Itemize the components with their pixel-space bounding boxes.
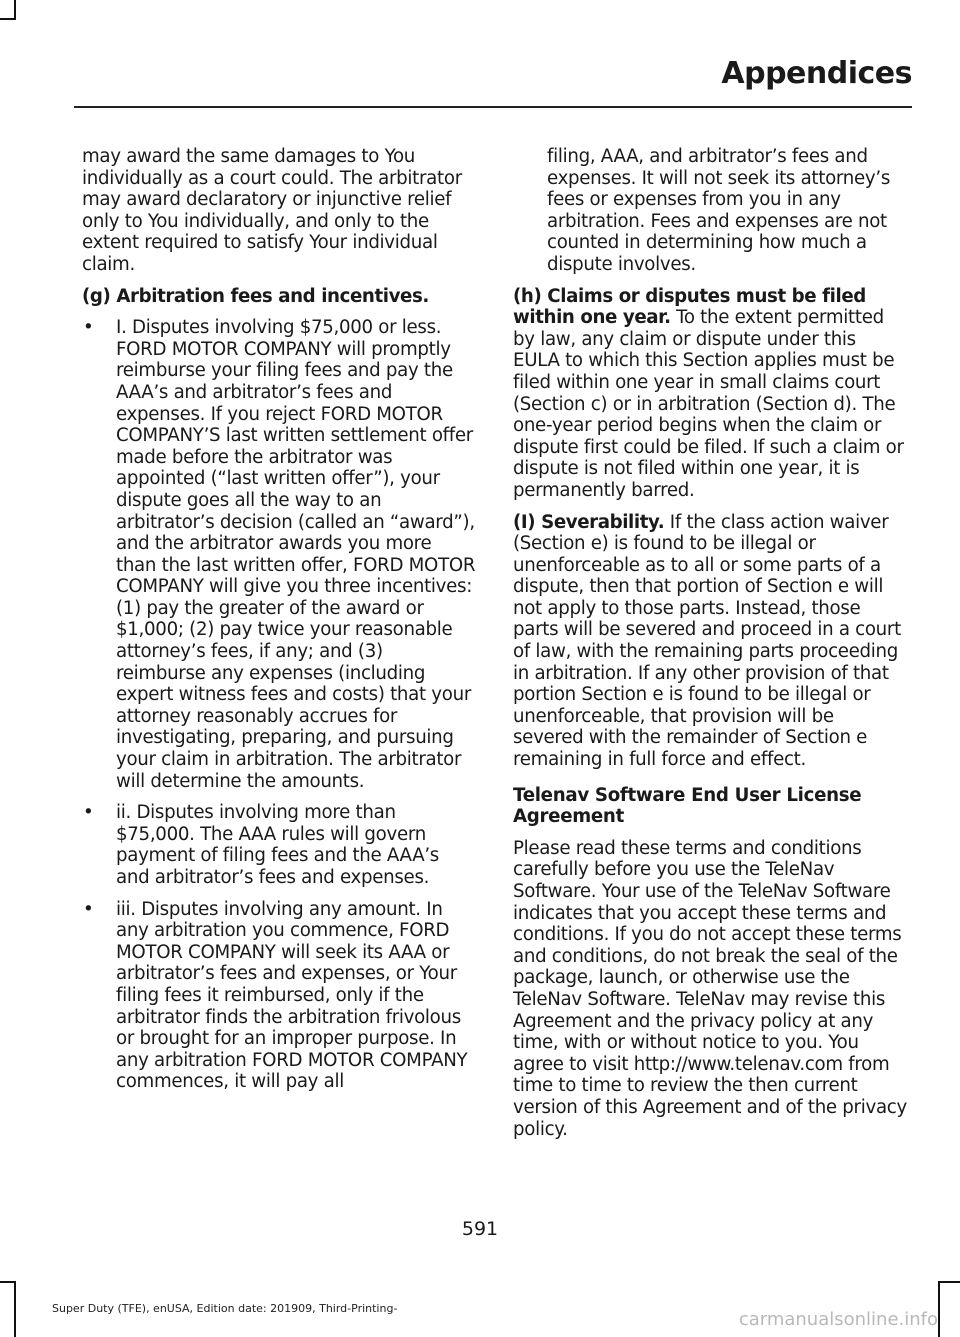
- section-h-heading: (h) Claims or disputes must be filed within one year.: [513, 285, 866, 329]
- section-h-paragraph: [513, 286, 907, 502]
- section-i-text: If the class action waiver (Section e) is found to be illegal or unenforceable as to all or some parts of a dispute, then that portion of Section e will not apply to those parts. Instead, those parts will be severed and proceed in a court of law, with the remaining parts proceeding in arbitration. If any other provision of that portion Section e is found to be illegal or unenforceable, that provision will be severed with the remainder of Section e remaining in full force and effect.: [513, 511, 901, 771]
- header-divider: [74, 106, 912, 108]
- bullet-icon: •: [83, 802, 94, 824]
- list-item: [82, 317, 476, 792]
- list-item: [82, 899, 476, 1093]
- crop-mark-bottom-right-h: [938, 1281, 960, 1283]
- crop-mark-top-left-h: [0, 18, 16, 20]
- bullet-icon: •: [83, 898, 94, 920]
- right-column: [513, 146, 907, 1150]
- intro-paragraph: may award the same damages to You individually as a court could. The arbitrator may award declaratory or injunctive relief only to You individually, and only to the extent required to satisfy Your individual claim.: [82, 146, 462, 275]
- left-column: [82, 146, 476, 1103]
- page-number: 591: [461, 1218, 499, 1240]
- crop-mark-bottom-right-v: [938, 1281, 940, 1337]
- section-g-heading: (g) Arbitration fees and incentives.: [82, 285, 429, 307]
- crop-mark-bottom-left-v: [14, 1281, 16, 1337]
- list-item-continuation: filing, AAA, and arbitrator’s fees and expenses. It will not seek its attorney’s fees or expenses from you in any arbitration. Fees and expenses are not counted in determining how much a dispute involves.: [547, 146, 890, 275]
- telenav-paragraph: Please read these terms and conditions carefully before you use the TeleNav Software. Your use of the TeleNav Software indicates that you accept these terms and conditions. If you do not accept these terms and conditions, do not break the seal of the package, launch, or otherwise use the TeleNav Software. TeleNav may revise this Agreement and the privacy policy at any time, with or without notice to you. You agree to visit http://www.telenav.com from time to time to review the then current version of this Agreement and of the privacy policy.: [513, 837, 907, 1140]
- page-title: Appendices: [721, 56, 912, 91]
- section-i-heading: (I) Severability.: [513, 511, 665, 533]
- list-item-text: I. Disputes involving $75,000 or less. FORD MOTOR COMPANY will promptly reimburse your filing fees and pay the AAA’s and arbitrator’s fees and expenses. If you reject FORD MOTOR COMPANY’S last written settlement offer made before the arbitrator was appointed (“last written offer”), your dispute goes all the way to an arbitrator’s decision (called an “award”), and the arbitrator awards you more than the last written offer, FORD MOTOR COMPANY will give you three incentives: (1) pay the greater of the award or $1,000; (2) pay twice your reasonable attorney’s fees, if any; and (3) reimburse any expenses (including expert witness fees and costs) that your attorney reasonably accrues for investigating, preparing, and pursuing your claim in arbitration. The arbitrator will determine the amounts.: [116, 317, 476, 792]
- crop-mark-bottom-left-h: [0, 1281, 16, 1283]
- list-item-text: ii. Disputes involving more than $75,000. The AAA rules will govern payment of filing fees and the AAA’s and arbitrator’s fees and expenses.: [116, 802, 439, 888]
- list-item: [82, 802, 476, 888]
- bullet-icon: •: [83, 317, 94, 339]
- footer-edition-info: Super Duty (TFE), enUSA, Edition date: 201909, Third-Printing-: [52, 1302, 398, 1315]
- telenav-heading: Telenav Software End User License Agreement: [513, 784, 862, 828]
- watermark: carmanualsonline.info: [738, 1309, 938, 1330]
- section-h-text: To the extent permitted by law, any claim or dispute under this EULA to which this Section applies must be filed within one year in small claims court (Section c) or in arbitration (Section d). The one-year period begins when the claim or dispute first could be filed. If such a claim or dispute is not filed within one year, it is permanently barred.: [513, 307, 904, 501]
- section-i-paragraph: [513, 512, 907, 771]
- list-item-text: iii. Disputes involving any amount. In any arbitration you commence, FORD MOTOR COMPANY will seek its AAA or arbitrator’s fees and expenses, or Your filing fees it reimbursed, only if the arbitrator finds the arbitration frivolous or brought for an improper purpose. In any arbitration FORD MOTOR COMPANY commences, it will pay all: [116, 898, 468, 1093]
- crop-mark-top-left-v: [14, 0, 16, 20]
